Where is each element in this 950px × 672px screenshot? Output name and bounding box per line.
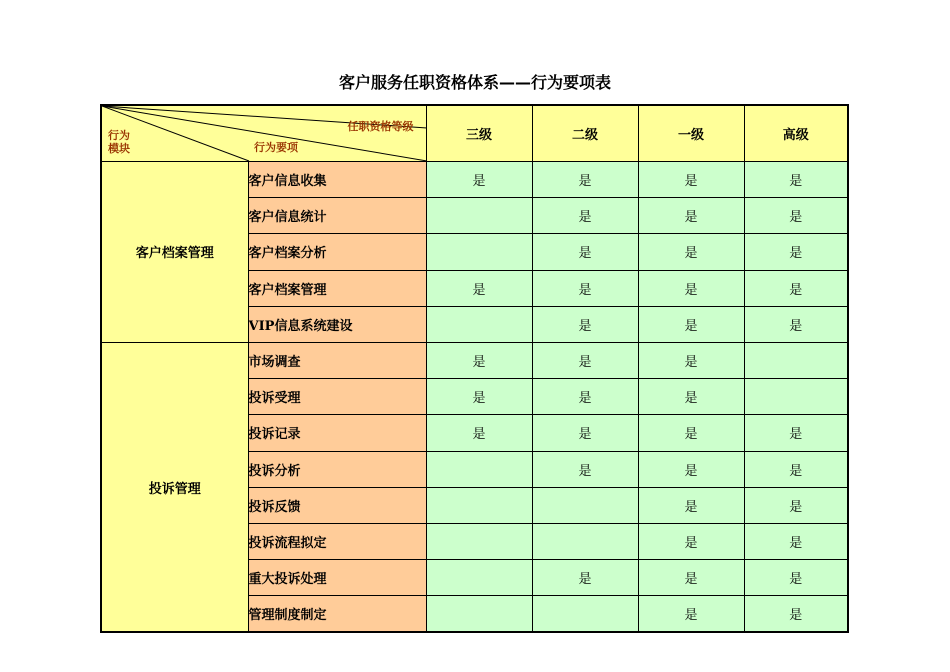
item-cell: 投诉受理 (248, 379, 426, 415)
item-cell: 客户档案分析 (248, 234, 426, 270)
module-cell-complaint-management: 投诉管理 (101, 342, 248, 632)
mark-cell: 是 (744, 560, 848, 596)
level-header-senior: 高级 (744, 105, 848, 162)
behavior-table (100, 104, 849, 633)
mark-cell: 是 (744, 523, 848, 559)
mark-cell: 是 (532, 306, 638, 342)
mark-cell: 是 (638, 596, 744, 633)
mark-cell: 是 (638, 198, 744, 234)
level-header-3: 三级 (426, 105, 532, 162)
mark-cell: 是 (744, 162, 848, 198)
corner-header-cell (101, 105, 426, 162)
item-cell: VIP信息系统建设 (248, 306, 426, 342)
mark-cell: 是 (638, 451, 744, 487)
mark-cell (532, 523, 638, 559)
mark-cell (426, 487, 532, 523)
mark-cell (426, 234, 532, 270)
mark-cell: 是 (638, 560, 744, 596)
mark-cell: 是 (638, 342, 744, 378)
corner-label-module: 模块 (108, 142, 130, 155)
mark-cell: 是 (638, 415, 744, 451)
mark-cell: 是 (744, 234, 848, 270)
mark-cell: 是 (744, 596, 848, 633)
mark-cell (426, 596, 532, 633)
item-cell: 投诉流程拟定 (248, 523, 426, 559)
mark-cell: 是 (638, 162, 744, 198)
mark-cell: 是 (426, 270, 532, 306)
mark-cell (744, 342, 848, 378)
mark-cell: 是 (638, 306, 744, 342)
corner-label-items: 行为要项 (254, 141, 298, 154)
mark-cell: 是 (638, 270, 744, 306)
mark-cell (426, 198, 532, 234)
level-header-1: 一级 (638, 105, 744, 162)
page-title: 客户服务任职资格体系——行为要项表 (338, 73, 611, 92)
mark-cell: 是 (532, 560, 638, 596)
mark-cell: 是 (638, 523, 744, 559)
mark-cell: 是 (638, 487, 744, 523)
mark-cell (426, 451, 532, 487)
mark-cell: 是 (532, 162, 638, 198)
mark-cell: 是 (532, 234, 638, 270)
mark-cell: 是 (532, 270, 638, 306)
mark-cell: 是 (744, 415, 848, 451)
mark-cell: 是 (638, 379, 744, 415)
mark-cell (426, 523, 532, 559)
item-cell: 客户信息统计 (248, 198, 426, 234)
header-row (101, 105, 848, 162)
mark-cell: 是 (744, 306, 848, 342)
mark-cell (532, 596, 638, 633)
item-cell: 客户档案管理 (248, 270, 426, 306)
item-cell: 投诉记录 (248, 415, 426, 451)
item-cell: 投诉反馈 (248, 487, 426, 523)
mark-cell (532, 487, 638, 523)
module-cell-customer-records: 客户档案管理 (101, 162, 248, 343)
item-cell: 重大投诉处理 (248, 560, 426, 596)
mark-cell: 是 (744, 198, 848, 234)
item-cell: 投诉分析 (248, 451, 426, 487)
corner-label-level: 任职资格等级 (347, 120, 414, 133)
item-cell: 客户信息收集 (248, 162, 426, 198)
item-cell: 市场调查 (248, 342, 426, 378)
mark-cell (426, 560, 532, 596)
mark-cell: 是 (426, 162, 532, 198)
mark-cell: 是 (532, 415, 638, 451)
mark-cell: 是 (532, 379, 638, 415)
mark-cell (426, 306, 532, 342)
mark-cell: 是 (744, 270, 848, 306)
mark-cell (744, 379, 848, 415)
mark-cell: 是 (426, 379, 532, 415)
corner-label-behavior: 行为 (108, 129, 130, 142)
mark-cell: 是 (426, 342, 532, 378)
table-row (101, 162, 848, 198)
mark-cell: 是 (532, 342, 638, 378)
mark-cell: 是 (638, 234, 744, 270)
mark-cell: 是 (532, 198, 638, 234)
mark-cell: 是 (744, 487, 848, 523)
table-row (101, 342, 848, 378)
mark-cell: 是 (532, 451, 638, 487)
level-header-2: 二级 (532, 105, 638, 162)
mark-cell: 是 (744, 451, 848, 487)
mark-cell: 是 (426, 415, 532, 451)
item-cell: 管理制度制定 (248, 596, 426, 633)
